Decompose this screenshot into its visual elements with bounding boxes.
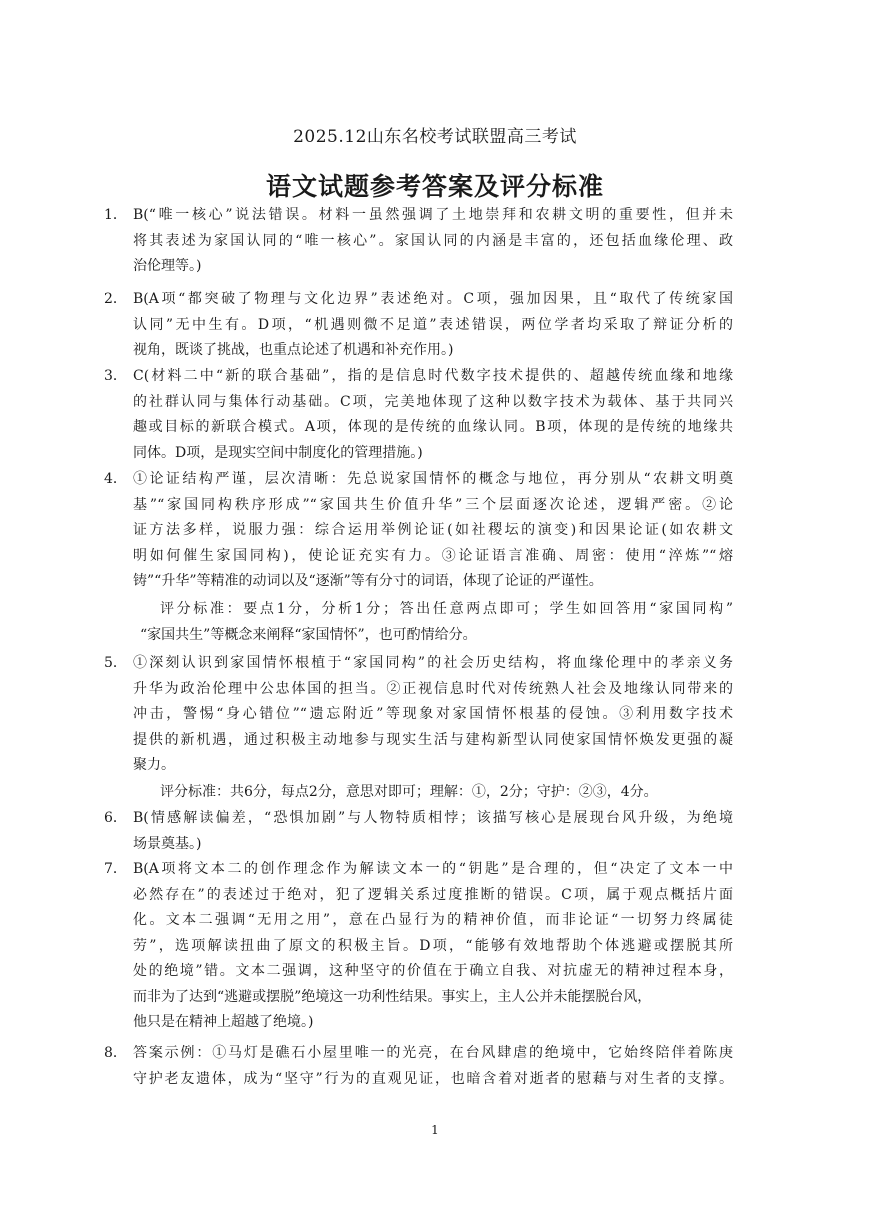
item-number: 2． (104, 291, 127, 307)
item-line: 证方法多样，说服力强：综合运用举例论证(如社稷坛的演变)和因果论证(如农耕文 (133, 522, 733, 538)
item-line: 治伦理等。) (133, 258, 202, 274)
item-line: B(A项将文本二的创作理念作为解读文本一的“钥匙”是合理的，但“决定了文本一中 (133, 861, 733, 877)
item-line: 他只是在精神上超越了绝境。) (133, 1014, 314, 1030)
item-line: 场景奠基。) (133, 835, 202, 852)
item-line: 将其表述为家国认同的“唯一核心”。家国认同的内涵是丰富的，还包括血缘伦理、政 (133, 232, 733, 249)
item-line: ①深刻认识到家国情怀根植于“家国同构”的社会历史结构，将血缘伦理中的孝亲义务 (133, 655, 733, 671)
item-line: 同体。D项，是现实空间中制度化的管理措施。) (133, 444, 423, 461)
answer-item-5 (104, 651, 733, 779)
item-number: 4． (104, 471, 127, 487)
item-number: 5． (104, 655, 127, 671)
item-line: 劳”，选项解读扭曲了原文的积极主旨。D项，“能够有效地帮助个体逃避或摆脱其所 (133, 937, 733, 954)
item-line: B(“唯一核心”说法错误。材料一虽然强调了土地崇拜和农耕文明的重要性，但并未 (133, 207, 733, 223)
item-line: 升华为政治伦理中公忠体国的担当。②正视信息时代对传统熟人社会及地缘认同带来的 (133, 680, 733, 697)
answer-item-3 (104, 364, 733, 466)
document-title: 语文试题参考答案及评分标准 (265, 172, 604, 201)
item-number: 6． (104, 810, 127, 826)
item-line: 聚力。 (133, 757, 175, 773)
item-line: 提供的新机遇，通过积极主动地参与现实生活与建构新型认同使家国情怀焕发更强的凝 (133, 731, 733, 748)
item-line: 明如何催生家国同构)，使论证充实有力。③论证语言准确、周密：使用“淬炼”“熔 (133, 547, 733, 564)
scoring-criteria: “家国共生”等概念来阐释“家国情怀”，也可酌情给分。 (140, 627, 477, 643)
item-number: 3． (104, 368, 127, 384)
item-line: 化。文本二强调“无用之用”，意在凸显行为的精神价值，而非论证“一切努力终属徒 (133, 912, 733, 928)
scoring-criteria: 评分标准：共6分，每点2分，意思对即可；理解：①，2分；守护：②③，4分。 (160, 784, 658, 800)
item-line: 必然存在”的表述过于绝对，犯了逻辑关系过度推断的错误。C项，属于观点概括片面 (133, 886, 733, 903)
scoring-criteria: 评分标准：要点1分，分析1分；答出任意两点即可；学生如回答用“家国同构” (160, 601, 733, 617)
item-line: B(A项“都突破了物理与文化边界”表述绝对。C项，强加因果，且“取代了传统家国 (133, 291, 733, 307)
item-line: 答案示例：①马灯是礁石小屋里唯一的光亮，在台风肆虐的绝境中，它始终陪伴着陈庚 (133, 1045, 733, 1061)
answer-item-8 (104, 1041, 733, 1092)
item-line: ①论证结构严谨，层次清晰：先总说家国情怀的概念与地位，再分别从“农耕文明奠 (133, 471, 733, 487)
item-line: 认同”无中生有。D项，“机遇则微不足道”表述错误，两位学者均采取了辩证分析的 (133, 316, 733, 333)
item-line: C(材料二中“新的联合基础”，指的是信息时代数字技术提供的、超越传统血缘和地缘 (133, 368, 733, 384)
item-line: 基”“家国同构秩序形成”“家国共生价值升华”三个层面逐次论述，逻辑严密。②论 (133, 496, 733, 513)
item-number: 1． (104, 207, 127, 223)
item-number: 8． (104, 1045, 127, 1061)
answer-item-7 (104, 857, 733, 1036)
item-line: 守护老友遗体，成为“坚守”行为的直观见证，也暗含着对逝者的慰藉与对生者的支撑。 (133, 1070, 733, 1087)
item-number: 7． (104, 861, 127, 877)
answer-item-2 (104, 287, 733, 364)
exam-title: 2025.12山东名校考试联盟高三考试 (293, 127, 577, 147)
item-line: 处的绝境”错。文本二强调，这种坚守的价值在于确立自我、对抗虚无的精神过程本身， (133, 963, 733, 979)
item-line: 而非为了达到“逃避或摆脱”绝境这一功利性结果。事实上，主人公并未能摆脱台风， (133, 988, 652, 1005)
answer-item-4 (104, 467, 733, 595)
item-line: 趣或目标的新联合模式。A项，体现的是传统的血缘认同。B项，体现的是传统的地缘共 (133, 419, 733, 435)
item-line: 的社群认同与集体行动基础。C项，完美地体现了这种以数字技术为载体、基于共同兴 (133, 393, 733, 410)
answer-item-6 (104, 806, 733, 857)
item-line: 视角，既谈了挑战，也重点论述了机遇和补充作用。) (133, 342, 454, 358)
item-line: B(情感解读偏差，“恐惧加剧”与人物特质相悖；该描写核心是展现台风升级，为绝境 (133, 810, 733, 826)
answer-item-1 (104, 203, 733, 280)
item-line: 冲击，警惕“身心错位”“遗忘附近”等现象对家国情怀根基的侵蚀。③利用数字技术 (133, 706, 733, 722)
item-line: 铸”“升华”等精准的动词以及“逐渐”等有分寸的词语，体现了论证的严谨性。 (133, 573, 603, 589)
page-number: 1 (431, 1123, 439, 1137)
